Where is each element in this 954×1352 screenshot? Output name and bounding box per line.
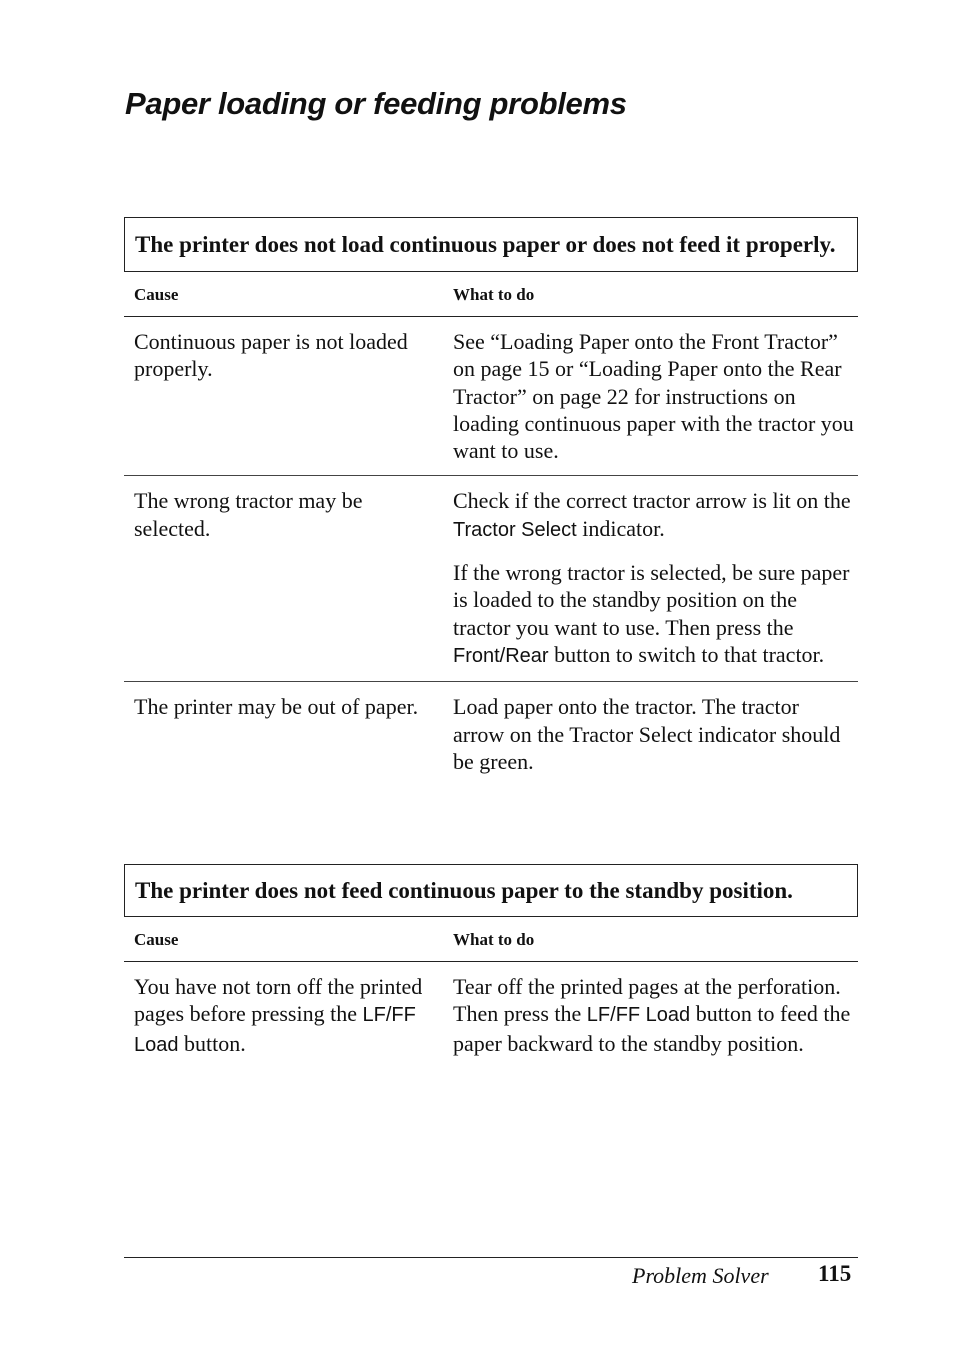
problem-heading: The printer does not load continuous paper or does not feed it properly. [124, 217, 858, 272]
table-row [124, 962, 858, 1070]
text-segment: button. [178, 1030, 246, 1056]
page-number: 115 [818, 1261, 852, 1286]
text-segment: button to switch to that tractor. [548, 641, 825, 667]
cause-cell: The wrong tractor may be selected. [134, 488, 363, 541]
text-segment: If the wrong tractor is selected, be sure paper is loaded to the standby position on the tractor you want to use. Then press the [453, 560, 850, 640]
text-segment: indicator. [576, 515, 665, 541]
action-paragraph [453, 487, 854, 544]
action-cell: Load paper onto the tractor. The tractor arrow on the Tractor Select indicator should be green. [453, 694, 841, 774]
cause-cell [124, 973, 443, 1059]
action-cell [443, 487, 858, 670]
text-segment: Tear off the printed pages at the perforation. Then press the [453, 974, 841, 1027]
text-segment: You have not torn off the printed pages before pressing the [134, 974, 423, 1027]
table-header [124, 272, 858, 317]
table-row [124, 317, 858, 476]
panel-label-lf-ff-load: LF/FF Load [586, 1004, 691, 1027]
table-header [124, 917, 858, 962]
text-segment: Check if the correct tractor arrow is lit on the [453, 488, 851, 514]
action-cell: See “Loading Paper onto the Front Tractor” on page 15 or “Loading Paper onto the Rear Tractor” on page 22 for instructions on loading continuous paper with the tractor you want to use. [453, 329, 854, 464]
problem-section-load [124, 217, 858, 786]
column-header-cause: Cause [134, 930, 179, 949]
footer-section-label: Problem Solver [632, 1263, 769, 1288]
panel-label-tractor-select: Tractor Select [453, 518, 577, 541]
action-cell [443, 973, 858, 1059]
column-header-cause: Cause [134, 285, 179, 304]
problem-heading: The printer does not feed continuous paper to the standby position. [124, 864, 858, 917]
footer-rule [124, 1257, 858, 1258]
page-title: Paper loading or feeding problems [125, 86, 627, 121]
panel-label-lf-ff-load: LF/FF Load [134, 1004, 416, 1056]
column-header-what-to-do: What to do [453, 930, 535, 949]
text-segment: button to feed the paper backward to the standby position. [453, 1001, 851, 1056]
table-row [124, 476, 858, 682]
column-header-what-to-do: What to do [453, 285, 535, 304]
table-row [124, 682, 858, 786]
cause-cell: Continuous paper is not loaded properly. [134, 329, 408, 382]
panel-label-front-rear: Front/Rear [453, 644, 549, 667]
action-paragraph [453, 559, 854, 670]
problem-section-standby [124, 864, 858, 1070]
cause-cell: The printer may be out of paper. [134, 694, 419, 720]
